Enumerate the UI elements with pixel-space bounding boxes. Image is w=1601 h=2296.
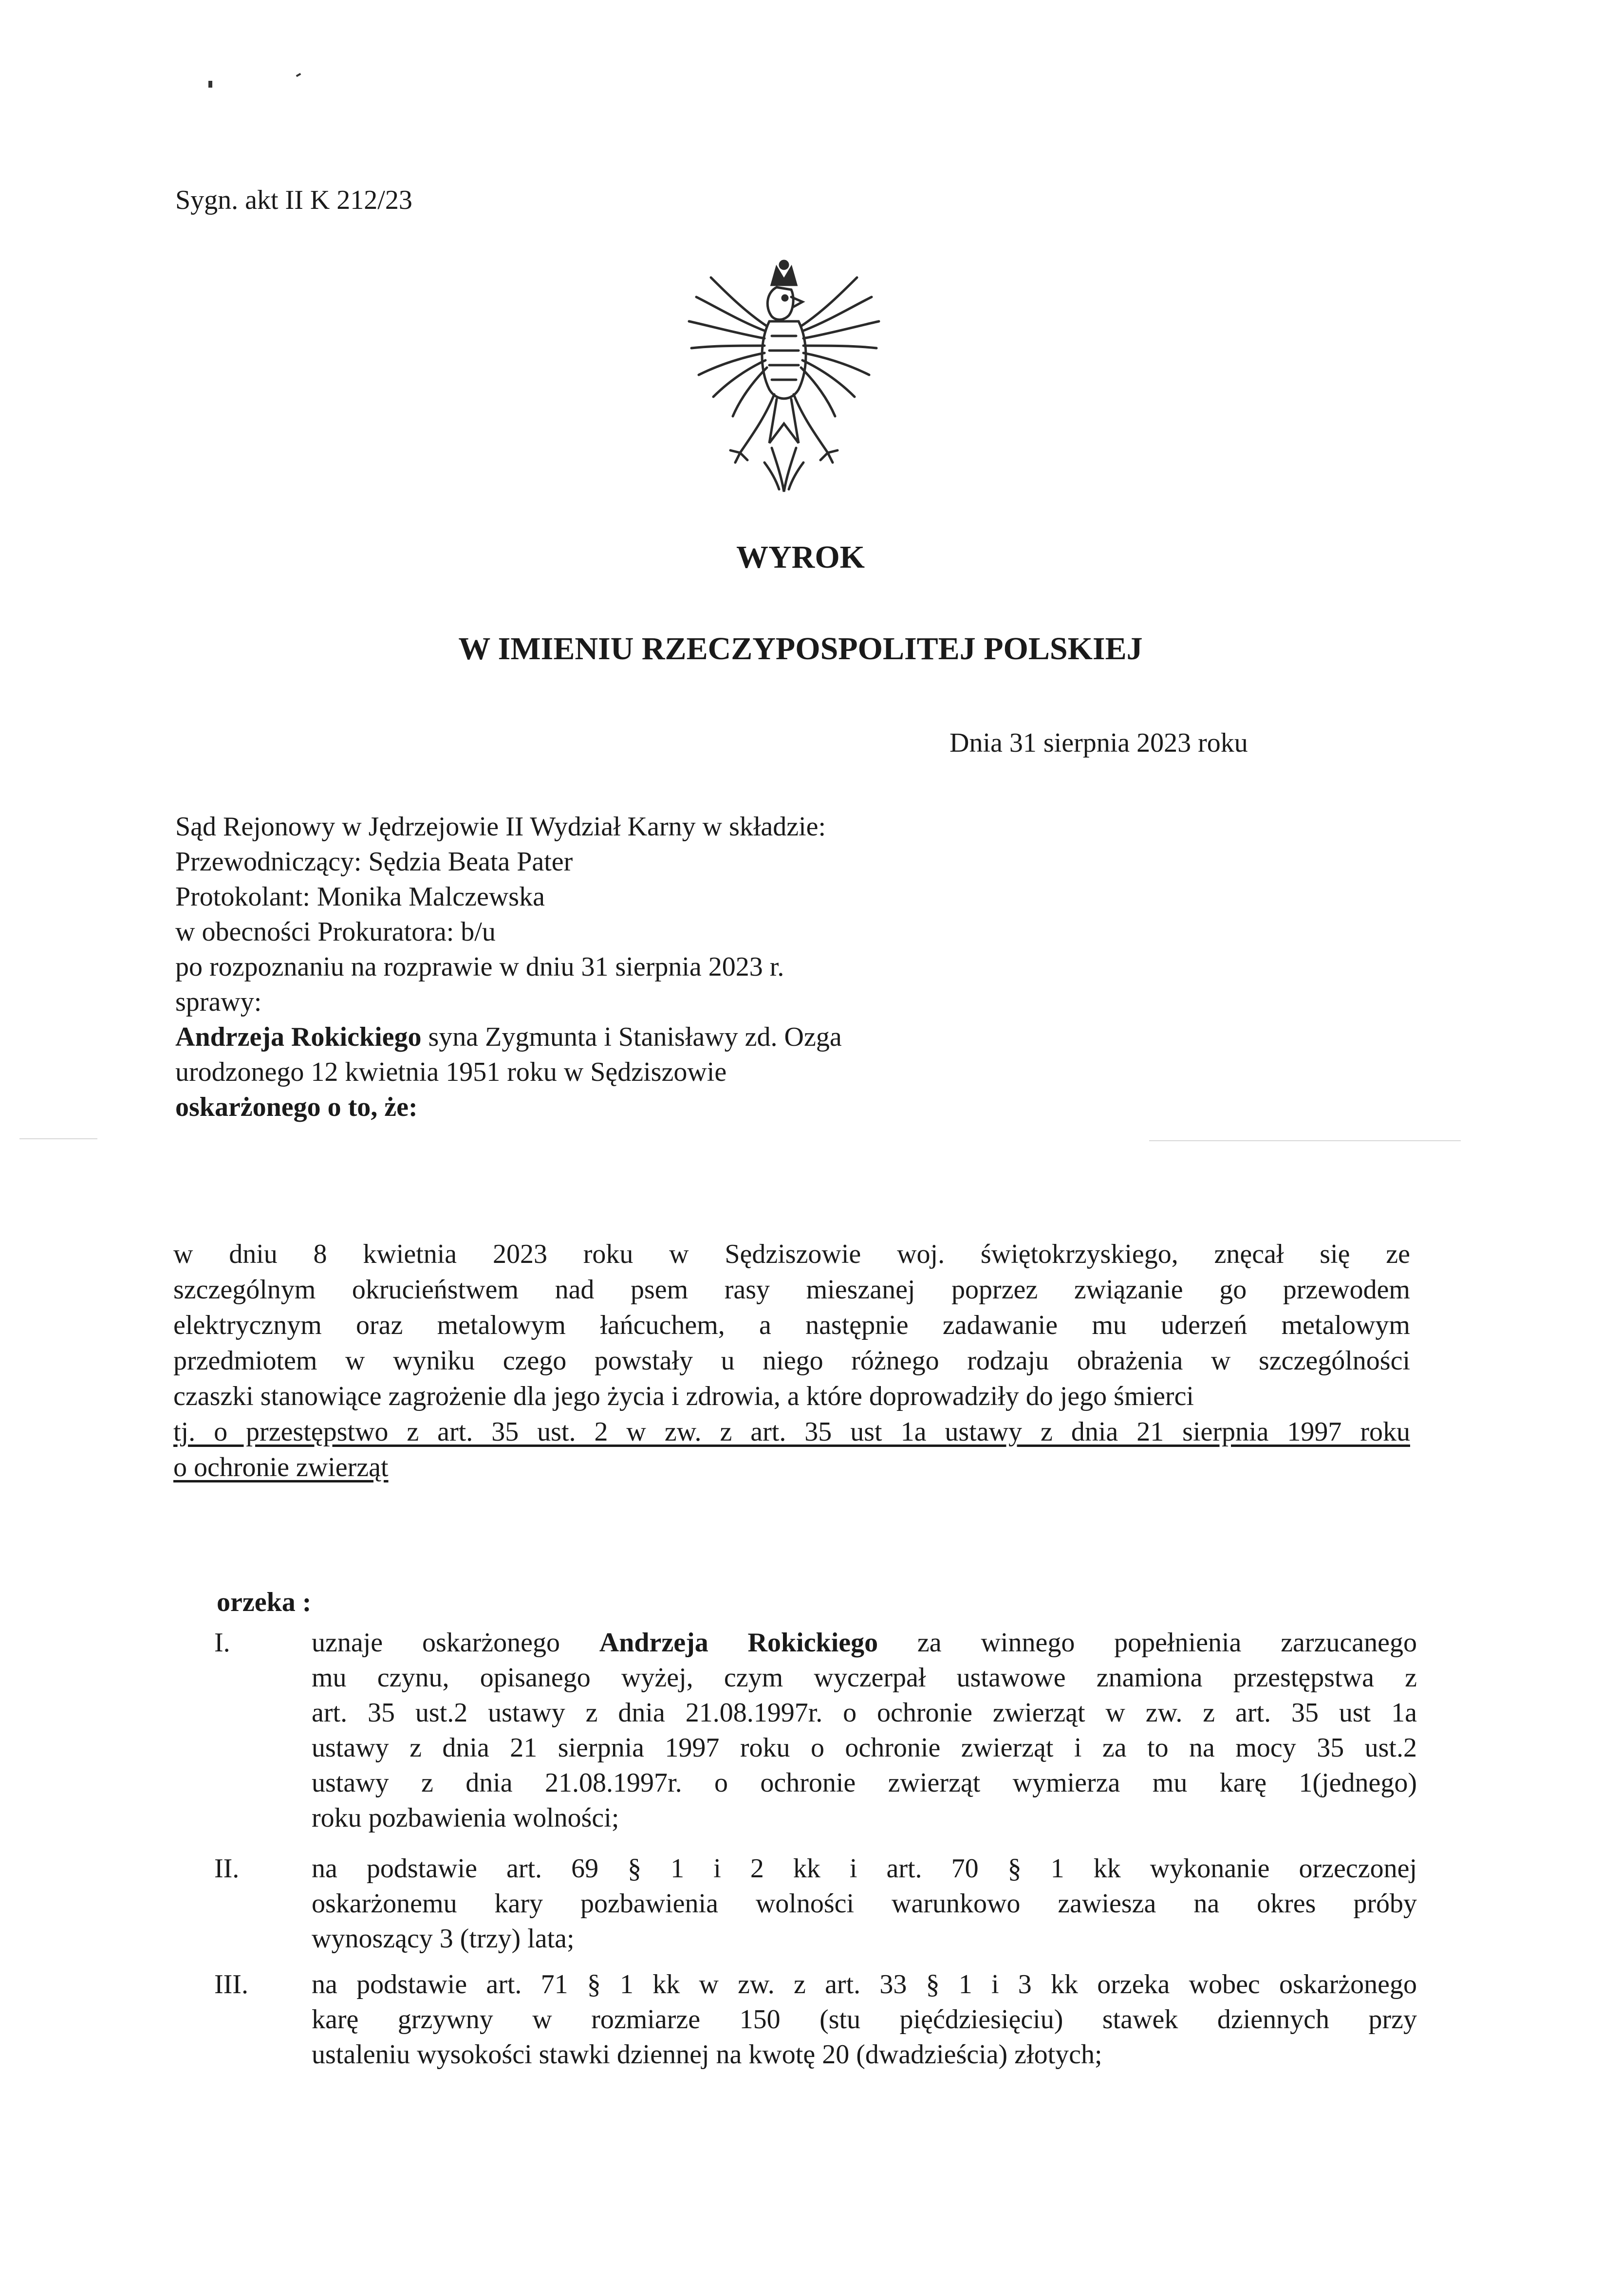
ruling-line: ustawy z dnia 21 sierpnia 1997 roku o ochronie zwierząt i za to na mocy 35 ust.2 [312,1733,1417,1763]
defendant-birth: urodzonego 12 kwietnia 1951 roku w Sędziszowie [175,1057,727,1087]
scan-mark [296,73,301,77]
hearing-line: po rozpoznaniu na rozprawie w dniu 31 sierpnia 2023 r. [175,952,784,982]
ruling-line: oskarżonemu kary pozbawienia wolności warunkowo zawiesza na okres próby [312,1889,1417,1919]
charge-line: czaszki stanowiące zagrożenie dla jego życia i zdrowia, a które doprowadziły do jego śmierci [173,1381,1194,1411]
ruling-text: za winnego popełnienia zarzucanego [878,1628,1417,1658]
judgment-date: Dnia 31 sierpnia 2023 roku [949,728,1248,758]
charge-legal-basis: tj. o przestępstwo z art. 35 ust. 2 w zw. z art. 35 ust 1a ustawy z dnia 21 sierpnia 1997 roku [173,1417,1410,1447]
ruling-line: na podstawie art. 71 § 1 kk w zw. z art. 33 § 1 i 3 kk orzeka wobec oskarżonego [312,1969,1417,2000]
ruling-line: art. 35 ust.2 ustawy z dnia 21.08.1997r. o ochronie zwierząt w zw. z art. 35 ust 1a [312,1698,1417,1728]
ruling-item-number: III. [214,1969,248,2000]
ruling-line: ustaleniu wysokości stawki dziennej na kwotę 20 (dwadzieścia) złotych; [312,2039,1102,2070]
charge-line: w dniu 8 kwietnia 2023 roku w Sędziszowie woj. świętokrzyskiego, znęcał się ze [173,1239,1410,1269]
charge-line: szczególnym okrucieństwem nad psem rasy mieszanej poprzez związanie go przewodem [173,1275,1410,1305]
ruling-line: na podstawie art. 69 § 1 i 2 kk i art. 70 § 1 kk wykonanie orzeczonej [312,1853,1417,1884]
court-composition [175,809,842,1125]
polish-eagle-emblem-icon [672,258,896,501]
presiding-judge: Przewodniczący: Sędzia Beata Pater [175,847,573,877]
court-clerk: Protokolant: Monika Malczewska [175,882,545,912]
court-line: Sąd Rejonowy w Jędrzejowie II Wydział Karny w składzie: [175,812,826,842]
judgment-title: WYROK [736,539,865,575]
scan-artifact-line [19,1138,97,1139]
charge-line: elektrycznym oraz metalowym łańcuchem, a następnie zadawanie mu uderzeń metalowym [173,1310,1410,1340]
ruling-label: orzeka : [217,1587,312,1617]
judgment-subtitle: W IMIENIU RZECZYPOSPOLITEJ POLSKIEJ [458,631,1143,667]
ruling-line: ustawy z dnia 21.08.1997r. o ochronie zwierząt wymierza mu karę 1(jednego) [312,1768,1417,1798]
defendant-line [175,1019,842,1055]
charge-legal-basis-cont: o ochronie zwierząt [173,1452,389,1482]
ruling-line: karę grzywny w rozmiarze 150 (stu pięćdziesięciu) stawek dziennych przy [312,2004,1417,2035]
defendant-name: Andrzeja Rokickiego [599,1628,878,1658]
ruling-line: roku pozbawienia wolności; [312,1803,619,1833]
case-label: sprawy: [175,987,262,1017]
ruling-item-2 [312,1851,1417,1956]
ruling-item-number: I. [214,1628,230,1658]
scan-artifact-line [1149,1140,1461,1141]
charge-description [173,1237,1410,1485]
ruling-item-number: II. [214,1853,240,1884]
prosecutor-presence: w obecności Prokuratora: b/u [175,917,496,947]
ruling-text: uznaje oskarżonego [312,1628,599,1658]
scan-mark [208,81,212,88]
case-number: Sygn. akt II K 212/23 [175,185,412,215]
ruling-line [312,1625,1417,1660]
ruling-item-3 [312,1967,1417,2072]
defendant-name: Andrzeja Rokickiego [175,1022,422,1052]
defendant-parents: syna Zygmunta i Stanisławy zd. Ozga [421,1022,842,1052]
ruling-line: mu czynu, opisanego wyżej, czym wyczerpał ustawowe znamiona przestępstwa z [312,1663,1417,1693]
charged-label: oskarżonego o to, że: [175,1092,418,1122]
charge-line: przedmiotem w wyniku czego powstały u niego różnego rodzaju obrażenia w szczególności [173,1346,1410,1376]
ruling-line: wynoszący 3 (trzy) lata; [312,1924,575,1954]
ruling-item-1 [312,1625,1417,1835]
